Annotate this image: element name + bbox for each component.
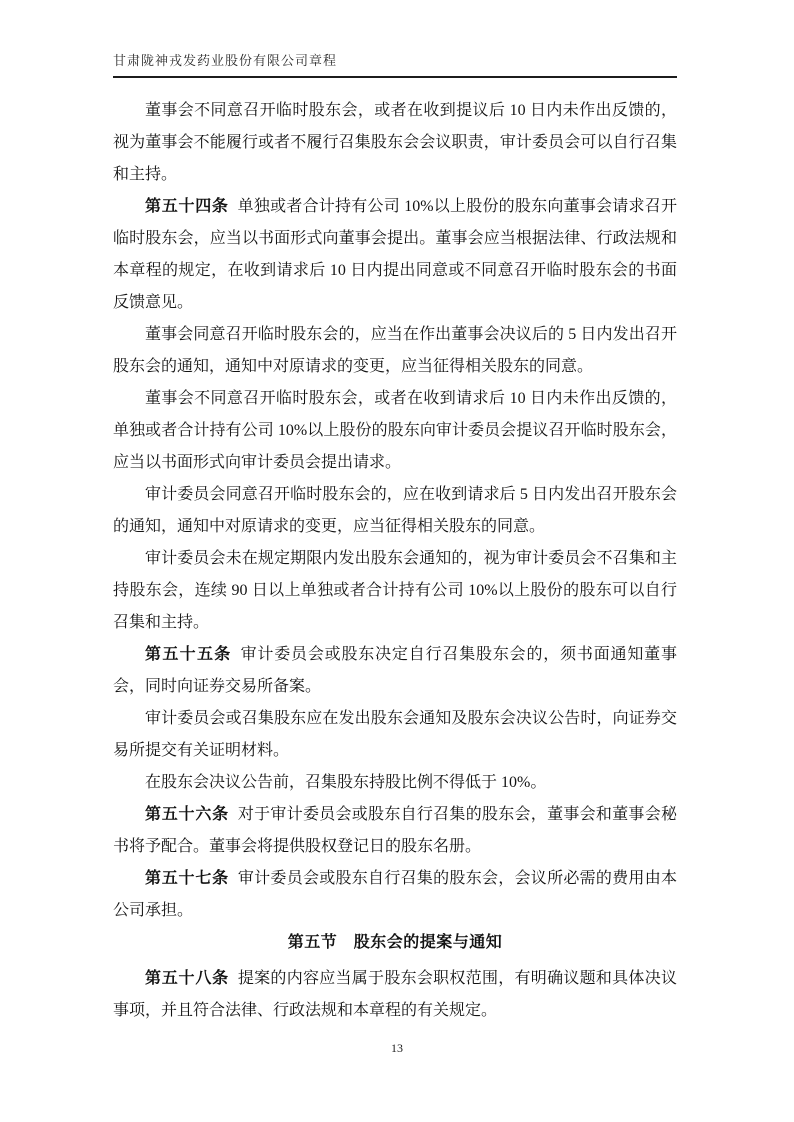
paragraph [113,479,677,543]
paragraph-text: 对于审计委员会或股东自行召集的股东会，董事会和董事会秘书将予配合。董事会将提供股权登记日的股东名册。 [113,806,677,855]
paragraph [113,319,677,383]
document-body [113,95,677,1027]
paragraph-text: 审计委员会或股东决定自行召集股东会的，须书面通知董事会，同时向证券交易所备案。 [113,646,677,695]
article-number: 第五十七条 [145,870,229,887]
paragraph [113,799,677,863]
paragraph-text: 董事会不同意召开临时股东会，或者在收到请求后 10 日内未作出反馈的，单独或者合计持有公司 10%以上股份的股东向审计委员会提议召开临时股东会，应当以书面形式向审计委员会提出请求。 [113,390,677,471]
paragraph [113,383,677,479]
paragraph [113,767,677,799]
paragraph-text: 提案的内容应当属于股东会职权范围，有明确议题和具体决议事项，并且符合法律、行政法规和本章程的有关规定。 [113,970,677,1019]
paragraph [113,191,677,319]
section-heading: 第五节 股东会的提案与通知 [287,934,503,951]
paragraph-text: 单独或者合计持有公司 10%以上股份的股东向董事会请求召开临时股东会，应当以书面形式向董事会提出。董事会应当根据法律、行政法规和本章程的规定，在收到请求后 10 日内提出同意或不同意召开临时股东会的书面反馈意见。 [113,198,677,311]
paragraph [113,963,677,1027]
page-number: 13 [391,1041,403,1055]
paragraph-text: 在股东会决议公告前，召集股东持股比例不得低于 10%。 [145,774,547,791]
paragraph [113,95,677,191]
paragraph-text: 审计委员会同意召开临时股东会的，应在收到请求后 5 日内发出召开股东会的通知，通知中对原请求的变更，应当征得相关股东的同意。 [113,486,677,535]
header-title: 甘肃陇神戎发药业股份有限公司章程 [113,53,338,68]
paragraph [113,639,677,703]
paragraph-text: 董事会不同意召开临时股东会，或者在收到提议后 10 日内未作出反馈的，视为董事会不能履行或者不履行召集股东会会议职责，审计委员会可以自行召集和主持。 [113,102,677,183]
paragraph-text: 董事会同意召开临时股东会的，应当在作出董事会决议后的 5 日内发出召开股东会的通知，通知中对原请求的变更，应当征得相关股东的同意。 [113,326,677,375]
page-footer [0,1039,794,1057]
paragraph-text: 审计委员会未在规定期限内发出股东会通知的，视为审计委员会不召集和主持股东会，连续 90 日以上单独或者合计持有公司 10%以上股份的股东可以自行召集和主持。 [113,550,677,631]
article-number: 第五十八条 [145,970,229,987]
paragraph-text: 审计委员会或召集股东应在发出股东会通知及股东会决议公告时，向证券交易所提交有关证明材料。 [113,710,677,759]
article-number: 第五十六条 [145,806,229,823]
paragraph [113,863,677,927]
article-number: 第五十五条 [145,646,232,663]
article-number: 第五十四条 [145,198,229,215]
paragraph-text: 审计委员会或股东自行召集的股东会，会议所必需的费用由本公司承担。 [113,870,677,919]
page-header [113,53,677,78]
paragraph [113,543,677,639]
paragraph [113,703,677,767]
